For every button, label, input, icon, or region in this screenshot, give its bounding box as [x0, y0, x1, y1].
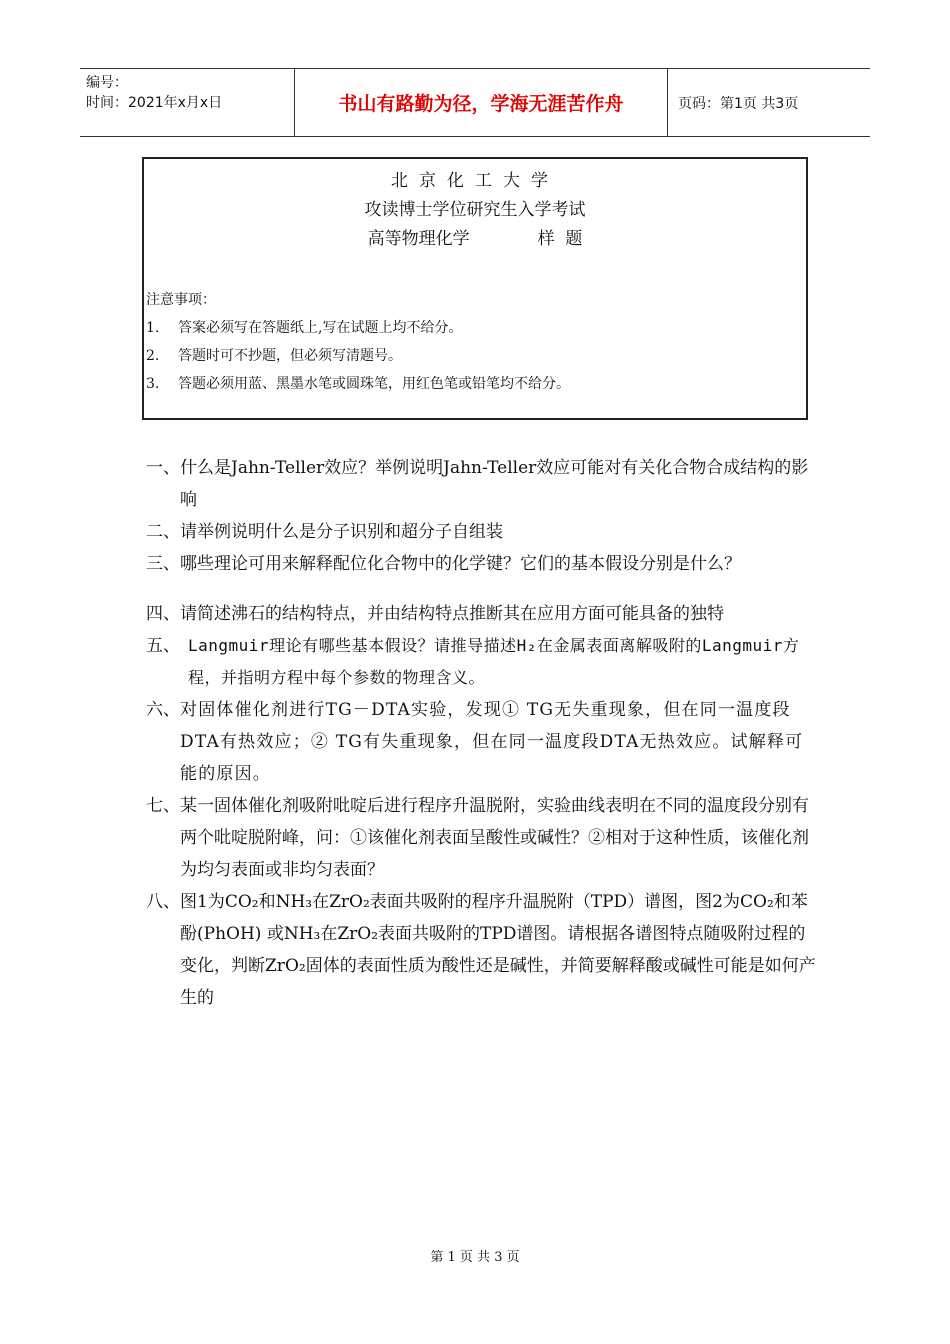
question-item [146, 694, 816, 790]
question-number: 五、 [146, 636, 180, 656]
question-number: 四、 [146, 604, 180, 624]
question-list [146, 452, 816, 1014]
question-text: 什么是Jahn-Teller效应？举例说明Jahn-Teller效应可能对有关化合物合成结构的影响 [180, 458, 809, 510]
note-item [146, 342, 570, 370]
page-footer: 第 1 页 共 3 页 [430, 1250, 520, 1265]
note-text: 答案必须写在答题纸上,写在试题上均不给分。 [178, 320, 463, 336]
header-meta [80, 69, 294, 136]
question-number: 三、 [146, 554, 180, 574]
page-header [80, 68, 870, 137]
question-text: 图1为CO₂和NH₃在ZrO₂表面共吸附的程序升温脱附（TPD）谱图，图2为CO₂和苯酚(PhOH) 或NH₃在ZrO₂表面共吸附的TPD谱图。请根据各谱图特点随吸附过程的变化，判断ZrO₂固体的表面性质为酸性还是碱性，并简要解释酸或碱性可能是如何产生的 [180, 892, 816, 1008]
note-item [146, 314, 570, 342]
question-number: 七、 [146, 796, 180, 816]
question-text: 某一固体催化剂吸附吡啶后进行程序升温脱附，实验曲线表明在不同的温度段分别有两个吡啶脱附峰，问：①该催化剂表面呈酸性或碱性？②相对于这种性质，该催化剂为均匀表面或非均匀表面？ [180, 796, 809, 880]
exam-subject: 高等物理化学 样 题 [367, 229, 583, 249]
note-number: 1. [146, 320, 160, 336]
question-text: 请简述沸石的结构特点，并由结构特点推断其在应用方面可能具备的独特 [180, 604, 724, 624]
question-item [146, 886, 816, 1014]
question-item [146, 630, 816, 694]
exam-name: 攻读博士学位研究生入学考试 [364, 200, 586, 220]
university-name: 北京化工大学 [391, 171, 559, 191]
question-item [146, 790, 816, 886]
page-info: 页码：第1页 共3页 [678, 95, 799, 112]
exam-info-box [142, 157, 808, 420]
notes-section [146, 286, 570, 398]
question-text: Langmuir理论有哪些基本假设？请推导描述H₂在金属表面离解吸附的Langmuir方程，并指明方程中每个参数的物理含义。 [188, 636, 800, 687]
motto: 书山有路勤为径，学海无涯苦作舟 [294, 69, 668, 136]
note-text: 答题时可不抄题，但必须写清题号。 [178, 348, 402, 364]
question-item [146, 516, 816, 548]
question-text: 哪些理论可用来解释配位化合物中的化学键？它们的基本假设分别是什么？ [180, 554, 741, 574]
question-number: 六、 [146, 700, 180, 720]
question-item [146, 598, 816, 630]
note-number: 3. [146, 376, 160, 392]
question-number: 一、 [146, 458, 180, 478]
note-item [146, 370, 570, 398]
note-text: 答题必须用蓝、黑墨水笔或圆珠笔，用红色笔或铅笔均不给分。 [178, 376, 570, 392]
time-label: 时间：2021年x月x日 [86, 95, 223, 111]
question-number: 二、 [146, 522, 180, 542]
number-label: 编号： [86, 75, 128, 91]
note-number: 2. [146, 348, 160, 364]
question-item [146, 452, 816, 516]
question-item [146, 548, 816, 580]
notes-title: 注意事项： [146, 292, 216, 308]
question-number: 八、 [146, 892, 180, 912]
question-text: 请举例说明什么是分子识别和超分子自组装 [180, 522, 503, 542]
question-text: 对固体催化剂进行TG－DTA实验，发现① TG无失重现象，但在同一温度段DTA有热效应；② TG有失重现象，但在同一温度段DTA无热效应。试解释可能的原因。 [180, 700, 804, 784]
